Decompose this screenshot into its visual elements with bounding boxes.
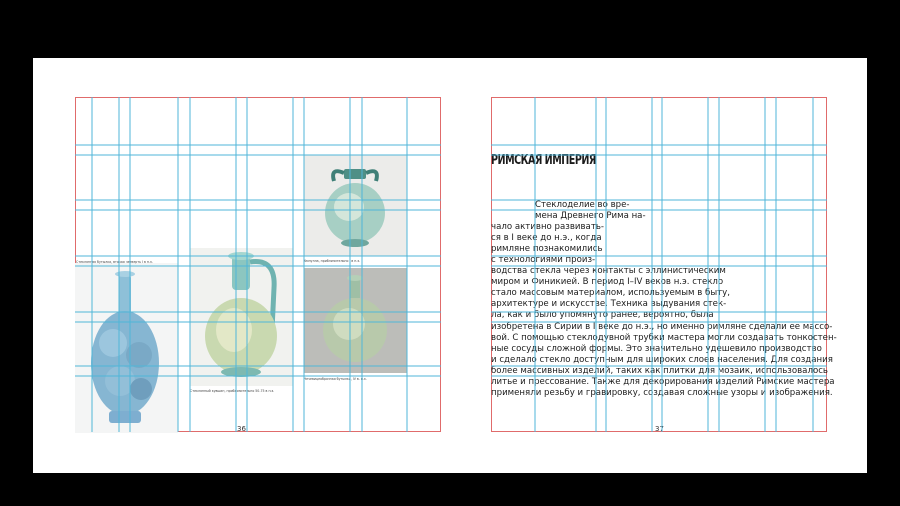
caption-flask: Чечевицеобразная бутылка, IV в. н.э. bbox=[304, 377, 367, 381]
text-line: водства стекла через контакты с эллинистическим bbox=[491, 266, 726, 276]
caption-jug: Стеклянный кувшин, приблизительно 50-75 в н.э. bbox=[190, 389, 275, 393]
text-line: и сделало стекло доступным для широких слоев населения. Для создания bbox=[491, 355, 833, 365]
text-line: с технологиями произ- bbox=[491, 255, 596, 265]
text-line: чало активно развивать- bbox=[491, 222, 604, 232]
text-line: мена Древнего Рима на- bbox=[535, 211, 646, 221]
text-line: Стеклоделие во вре- bbox=[535, 200, 630, 210]
text-line: применяли резьбу и гравировку, создавая сложные узоры и изображения. bbox=[491, 388, 833, 398]
caption-bottle: Стеклянная бутылка, вторая четверть I в н.э. bbox=[76, 260, 153, 264]
photo-ampulla bbox=[304, 155, 407, 256]
text-line: ные сосуды сложной формы. Это значительно удешевило производство bbox=[491, 344, 822, 354]
text-line: архитектуре и искусстве. Техника выдувания стек- bbox=[491, 299, 727, 309]
section-title: РИМСКАЯ ИМПЕРИЯ bbox=[491, 153, 596, 168]
photo-jug bbox=[190, 248, 293, 386]
page-number-right: 37 bbox=[655, 425, 664, 433]
text-line: литье и прессование. Также для декорирования изделий Римские мастера bbox=[491, 377, 835, 387]
text-line: более массивных изделий, таких как плитки для мозаик, использовалось bbox=[491, 366, 828, 376]
text-line: вой. С помощью стеклодувной трубки мастера могли создавать тонкостен- bbox=[491, 333, 837, 343]
caption-ampulla: Ампулла, приблизительно I в н.э. bbox=[304, 259, 361, 263]
text-line: стало массовым материалом, используемым в быту, bbox=[491, 288, 730, 298]
photo-bottle bbox=[75, 263, 178, 433]
text-line: ла, как и было упомянуто ранее, вероятно, была bbox=[491, 310, 714, 320]
text-line: ся в I веке до н.э., когда bbox=[491, 233, 602, 243]
text-line: изобретена в Сирии в I веке до н.э., но именно римляне сделали ее массо- bbox=[491, 322, 833, 332]
text-line: миром и Финикией. В период I–IV веков н.э. стекло bbox=[491, 277, 724, 287]
page-number-left: 36 bbox=[237, 425, 246, 433]
text-line: римляне познакомились bbox=[491, 244, 603, 254]
photo-flask bbox=[304, 268, 407, 373]
